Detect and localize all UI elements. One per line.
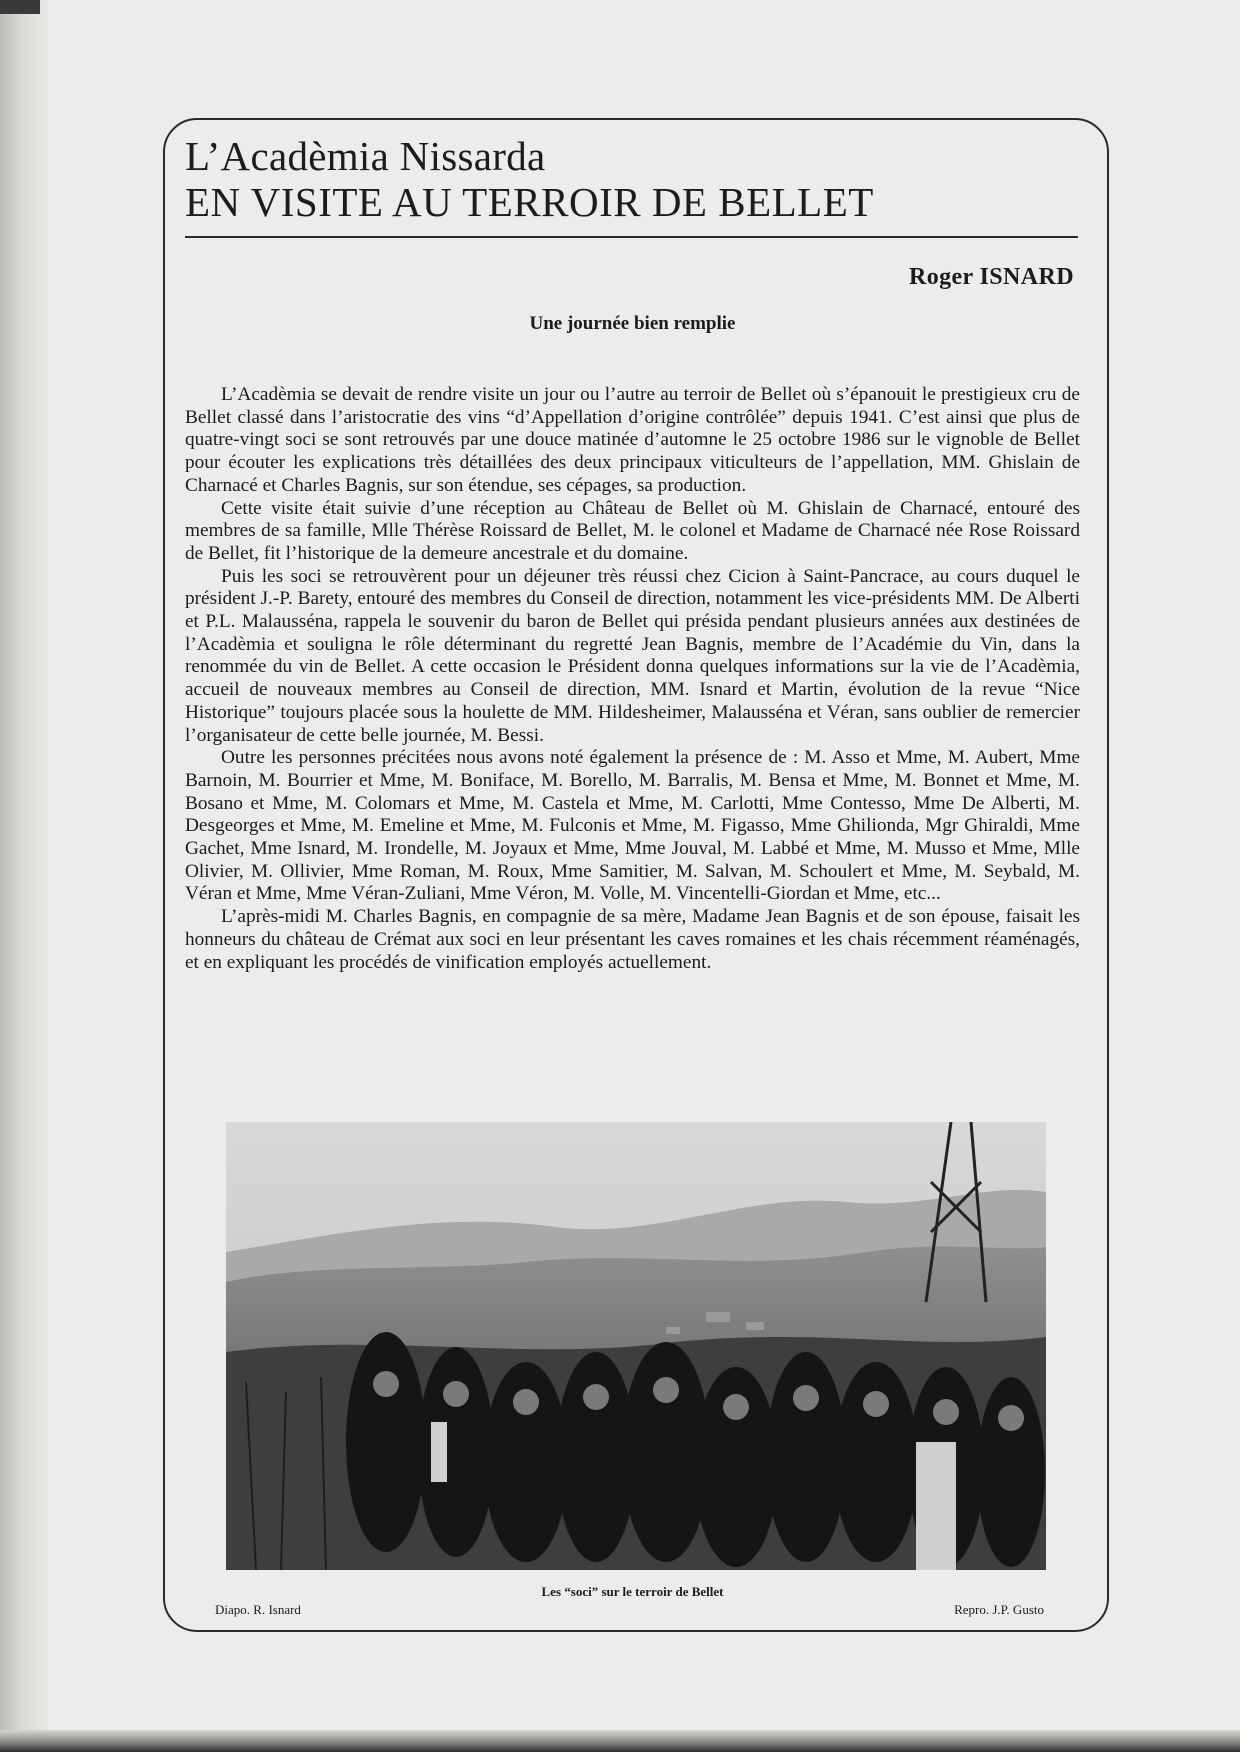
group-photo-illustration: [226, 1122, 1046, 1570]
article-subtitle: Une journée bien remplie: [529, 313, 736, 334]
paragraph-attendees: Outre les personnes précitées nous avons noté également la présence de : M. Asso et Mme, M. Aubert, Mme Barnoin, M. Bourrier et Mme, M. Boniface, M. Borello, M. Barralis, M. Bensa et Mme, M. Bonnet et Mme, M. Bosano et Mme, M. Colomars et Mme, M. Castela et Mme, M. Carlotti, Mme Contesso, Mme De Alberti, M. Desgeorges et Mme, M. Emeline et Mme, M. Fulconis et Mme, M. Figasso, Mme Ghilionda, Mgr Ghiraldi, Mme Gachet, Mme Isnard, M. Irondelle, M. Joyaux et Mme, Mme Jouval, M. Labbé et Mme, M. Musso et Mme, Mlle Olivier, M. Ollivier, Mme Roman, M. Roux, Mme Samitier, M. Salvan, M. Schoulert et Mme, M. Seybald, M. Véran et Mme, Mme Véran-Zuliani, Mme Véron, M. Volle, M. Vincentelli-Giordan et Mme, etc...: [185, 747, 1080, 905]
photo-caption: Les “soci” sur le terroir de Bellet: [541, 1584, 724, 1599]
page-bottom-edge: [0, 1730, 1240, 1752]
paragraph-lunch: Puis les soci se retrouvèrent pour un déjeuner très réussi chez Cicion à Saint-Pancrace, au cours duquel le président J.-P. Barety, entouré des membres du Conseil de direction, notamment les vice-présidents MM. De Alberti et P.L. Malausséna, rappela le souvenir du baron de Bellet qui présida pendant plusieurs années aux destinées de l’Acadèmia et souligna le rôle déterminant du regretté Jean Bagnis, membre de l’Académie du Vin, dans la renommée du vin de Bellet. A cette occasion le Président donna quelques informations sur la vie de l’Acadèmia, accueil de nouveaux membres au Conseil de direction, MM. Isnard et Martin, évolution de la revue “Nice Historique” toujours placée sous la houlette de MM. Hildesheimer, Malausséna et Véran, sans oublier de remercier l’organisateur de cette belle journée, M. Bessi.: [185, 565, 1080, 746]
title-rule: [185, 236, 1078, 238]
article-title-line2: EN VISITE AU TERROIR DE BELLET: [185, 179, 874, 225]
photo-credit-diapo: Diapo. R. Isnard: [215, 1602, 301, 1617]
article-body: [185, 384, 1080, 974]
article-title-line1: L’Acadèmia Nissarda: [185, 133, 546, 179]
article-author: Roger ISNARD: [908, 264, 1074, 290]
page-corner-edge: [0, 0, 40, 14]
group-photo: [226, 1122, 1046, 1570]
paragraph-afternoon: L’après-midi M. Charles Bagnis, en compagnie de sa mère, Madame Jean Bagnis et de son épouse, faisait les honneurs du château de Crémat aux soci en leur présentant les caves romaines et les chais récemment réaménagés, et en expliquant les procédés de vinification employés actuellement.: [185, 906, 1080, 973]
book-spine-shadow: [0, 0, 48, 1752]
paragraph-reception: Cette visite était suivie d’une réception au Château de Bellet où M. Ghislain de Charnacé, entouré des membres de sa famille, Mlle Thérèse Roissard de Bellet, M. le colonel et Madame de Charnacé née Rose Roissard de Bellet, fit l’historique de la demeure ancestrale et du domaine.: [185, 497, 1080, 564]
paragraph-intro: L’Acadèmia se devait de rendre visite un jour ou l’autre au terroir de Bellet où s’épanouit le prestigieux cru de Bellet classé dans l’aristocratie des vins “d’Appellation d’origine contrôlée” depuis 1941. C’est ainsi que plus de quatre-vingt soci se sont retrouvés par une douce matinée d’automne le 25 octobre 1986 sur le vignoble de Bellet pour écouter les explications très détaillées des deux principaux viticulteurs de l’appellation, MM. Ghislain de Charnacé et Charles Bagnis, sur son étendue, ses cépages, sa production.: [185, 384, 1080, 496]
photo-credit-repro: Repro. J.P. Gusto: [954, 1602, 1044, 1617]
article: [185, 128, 1080, 1618]
